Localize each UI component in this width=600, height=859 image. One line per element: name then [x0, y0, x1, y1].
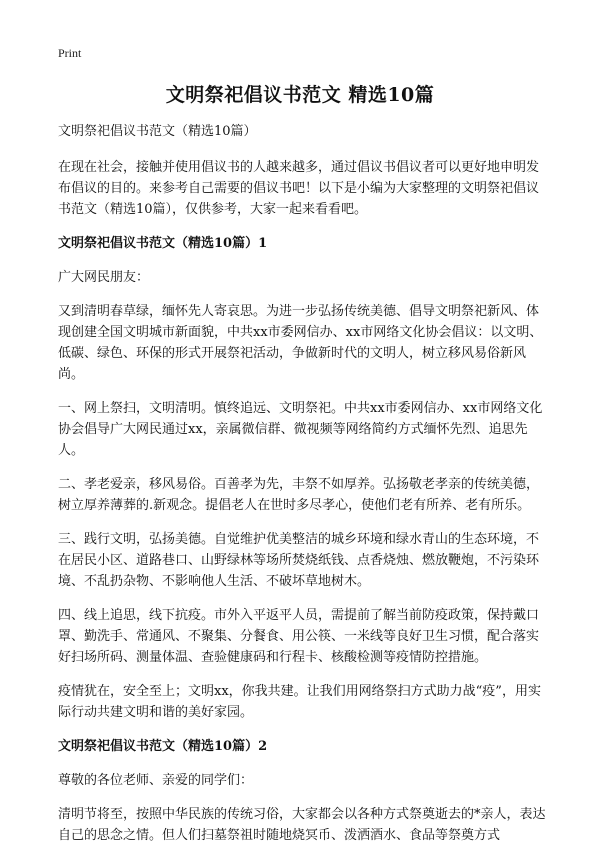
- intro-paragraph: 在现在社会，接触并使用倡议书的人越来越多，通过倡议书倡议者可以更好地申明发布倡议的目的。来参考自己需要的倡议书吧！以下是小编为大家整理的文明祭祀倡议书范文（精选10篇），仅供参考，大家一起来看看吧。: [58, 160, 540, 217]
- body-paragraph: 一、网上祭扫，文明清明。慎终追远、文明祭祀。中共xx市委网信办、xx市网络文化协会倡导广大网民通过xx，亲属微信群、微视频等网络简约方式缅怀先烈、追思先人。: [58, 401, 543, 458]
- document-title: 文明祭祀倡议书范文 精选10篇: [165, 84, 435, 106]
- body-paragraph: 疫情犹在，安全至上；文明xx，你我共建。让我们用网络祭扫方式助力战“疫”，用实际行动共建文明和谐的美好家园。: [58, 684, 541, 720]
- print-link[interactable]: Print: [58, 46, 82, 60]
- body-paragraph: 三、践行文明，弘扬美德。自觉维护优美整洁的城乡环境和绿水青山的生态环境，不在居民小区、道路巷口、山野绿林等场所焚烧纸钱、点香烧烛、燃放鞭炮，不污染环境、不乱扔杂物、不影响他人生活、不破坏草地树木。: [58, 532, 540, 589]
- body-paragraph: 四、线上追思，线下抗疫。市外入平返平人员，需提前了解当前防疫政策，保持戴口罩、勤洗手、常通风、不聚集、分餐食、用公筷、一米线等良好卫生习惯，配合落实好扫场所码、测量体温、查验健康码和行程卡、核酸检测等疫情防控措施。: [58, 608, 540, 665]
- body-paragraph: 又到清明春草绿，缅怀先人寄哀思。为进一步弘扬传统美德、倡导文明祭祀新风、体现创建全国文明城市新面貌，中共xx市委网信办、xx市网络文化协会倡议：以文明、低碳、绿色、环保的形式开展祭祀活动，争做新时代的文明人，树立移风易俗新风尚。: [58, 304, 543, 382]
- salutation: 尊敬的各位老师、亲爱的同学们：: [58, 773, 254, 788]
- section-heading: 文明祭祀倡议书范文（精选10篇）1: [58, 236, 268, 251]
- intro-subtitle: 文明祭祀倡议书范文（精选10篇）: [58, 124, 257, 139]
- document-body: [58, 121, 550, 859]
- body-paragraph: 清明节将至，按照中华民族的传统习俗，大家都会以各种方式祭奠逝去的*亲人，表达自己的思念之情。但人们扫墓祭祖时随地烧冥币、泼洒酒水、食品等祭奠方式: [58, 807, 546, 843]
- section-heading: 文明祭祀倡议书范文（精选10篇）2: [58, 739, 268, 754]
- body-paragraph: 二、孝老爱亲，移风易俗。百善孝为先，丰祭不如厚养。弘扬敬老孝亲的传统美德，树立厚养薄葬的.新观念。提倡老人在世时多尽孝心，使他们老有所养、老有所乐。: [58, 477, 540, 513]
- salutation: 广大网民朋友：: [58, 270, 150, 285]
